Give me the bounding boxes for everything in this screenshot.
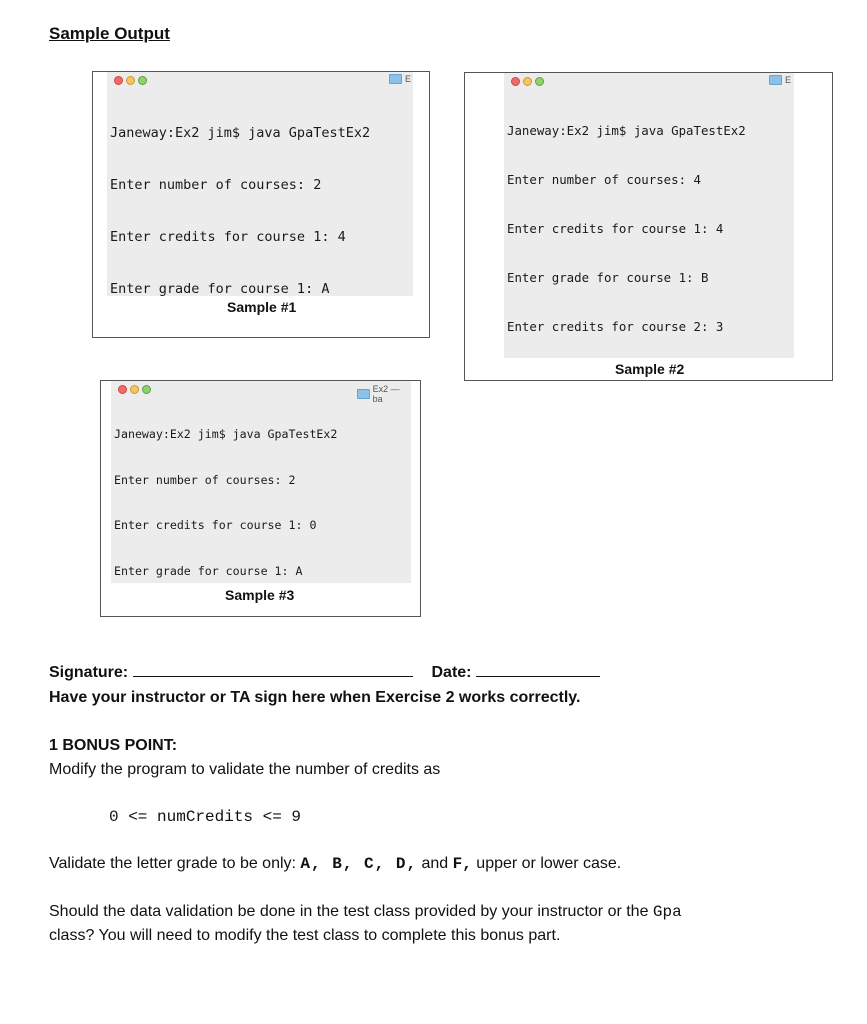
terminal-line: Enter credits for course 1: 0 — [114, 518, 317, 532]
terminal-output — [114, 398, 337, 583]
sample-3-frame — [100, 380, 421, 617]
terminal-line: Janeway:Ex2 jim$ java GpaTestEx2 — [110, 125, 371, 141]
bonus-title: 1 BONUS POINT: — [49, 737, 178, 754]
terminal-line: Enter credits for course 1: 4 — [110, 229, 346, 245]
folder-icon — [357, 389, 370, 399]
zoom-button[interactable] — [535, 77, 544, 86]
sample-caption: Sample #3 — [225, 587, 295, 603]
grade-validation — [49, 855, 621, 873]
terminal-window-1 — [107, 72, 413, 296]
gpa-class-name: Gpa — [652, 903, 682, 921]
grade-last: F, — [452, 855, 472, 873]
terminal-line: Enter grade for course 1: B — [507, 270, 709, 285]
sample-caption: Sample #1 — [227, 299, 297, 315]
close-button[interactable] — [118, 385, 127, 394]
minimize-button[interactable] — [130, 385, 139, 394]
terminal-window-3 — [111, 381, 411, 583]
signature-label: Signature: — [49, 664, 129, 681]
date-label: Date: — [431, 664, 472, 681]
window-controls — [511, 77, 544, 86]
sample-2-frame — [464, 72, 833, 381]
terminal-line: Enter number of courses: 2 — [114, 472, 296, 487]
terminal-line: Enter credits for course 2: 3 — [507, 319, 724, 334]
terminal-line: Enter grade for course 1: A — [114, 563, 303, 578]
question-text: Should the data validation be done in the test class provided by your instructor or the — [49, 903, 653, 920]
grade-suffix: upper or lower case. — [471, 855, 622, 872]
terminal-window-2 — [504, 73, 794, 358]
sign-instruction: Have your instructor or TA sign here when Exercise 2 works correctly. — [49, 689, 581, 706]
terminal-line: Enter credits for course 1: 4 — [507, 221, 724, 236]
sample-1-frame — [92, 71, 430, 338]
folder-icon — [769, 75, 782, 85]
terminal-line: Enter grade for course 1: A — [110, 281, 330, 296]
terminal-line: Enter number of courses: 4 — [507, 172, 701, 187]
window-controls — [118, 385, 151, 394]
close-button[interactable] — [114, 76, 123, 85]
terminal-line: Janeway:Ex2 jim$ java GpaTestEx2 — [114, 427, 338, 441]
grade-list: A, B, C, D, — [300, 855, 418, 873]
zoom-button[interactable] — [138, 76, 147, 85]
window-controls — [114, 76, 147, 85]
tab-label: E — [405, 74, 412, 84]
terminal-tab[interactable] — [769, 75, 791, 85]
folder-icon — [389, 74, 402, 84]
terminal-tab[interactable] — [389, 74, 411, 84]
tab-label: Ex2 — ba — [372, 384, 400, 404]
signature-row — [49, 664, 600, 682]
zoom-button[interactable] — [142, 385, 151, 394]
page-heading: Sample Output — [49, 24, 170, 43]
minimize-button[interactable] — [126, 76, 135, 85]
grade-and: and — [417, 855, 453, 872]
question-line-1 — [49, 903, 682, 921]
terminal-line: Enter number of courses: 2 — [110, 177, 322, 193]
close-button[interactable] — [511, 77, 520, 86]
terminal-output — [507, 91, 746, 358]
question-line-2: class? You will need to modify the test class to complete this bonus part. — [49, 927, 561, 944]
sample-caption: Sample #2 — [615, 361, 685, 377]
terminal-line: Janeway:Ex2 jim$ java GpaTestEx2 — [507, 123, 746, 138]
date-blank[interactable] — [476, 676, 600, 677]
tab-label: E — [785, 75, 792, 85]
terminal-output — [110, 91, 370, 296]
credits-constraint: 0 <= numCredits <= 9 — [109, 808, 302, 826]
bonus-intro: Modify the program to validate the number of credits as — [49, 761, 441, 778]
grade-prefix: Validate the letter grade to be only: — [49, 855, 301, 872]
minimize-button[interactable] — [523, 77, 532, 86]
signature-blank[interactable] — [133, 676, 413, 677]
terminal-tab[interactable] — [357, 384, 411, 404]
